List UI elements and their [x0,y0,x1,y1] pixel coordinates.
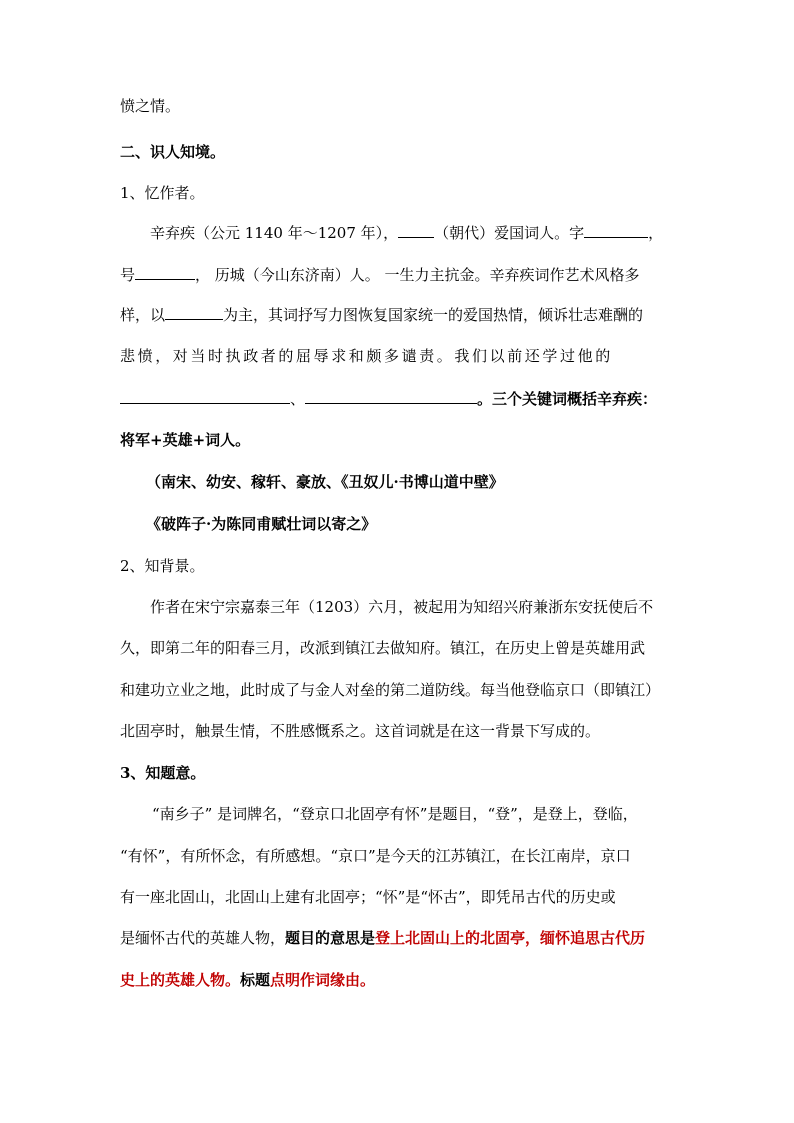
text: 样，以 [120,306,166,324]
fill-blank-courtesy-name [584,223,648,238]
background-line-3: 和建功立业之地，此时成了与金人对垒的第二道防线。每当他登临京口（即镇江） [120,681,661,699]
fill-blank-dynasty [398,223,434,238]
background-line-2: 久，即第二年的阳春三月，改派到镇江去做知府。镇江，在历史上曾是英雄用武 [120,639,646,657]
author-line-3 [120,305,680,325]
text: ， [648,224,664,242]
author-line-2 [120,265,680,285]
fill-blank-art-name [135,265,195,280]
title-line-2: “有怀”，有所怀念，有所感想。“京口”是今天的江苏镇江，在长江南岸，京口 [120,847,631,865]
text: 标题 [240,971,271,989]
fill-blank-work-1 [120,389,290,404]
background-line-4: 北固亭时，触景生情，不胜感慨系之。这首词就是在这一背景下写成的。 [120,722,601,740]
subheading-background: 2、知背景。 [120,557,205,575]
answer-line-2: 《破阵子·为陈同甫赋壮词以寄之》 [146,515,377,533]
text: 、 [290,390,306,408]
background-line-1: 作者在宋宁宗嘉泰三年（1203）六月，被起用为知绍兴府兼浙东安抚使后不 [150,598,654,616]
fill-blank-work-2 [305,389,477,404]
text: 为主，其词抒写力图恢复国家统一的爱国热情，倾诉壮志难酬的 [223,306,644,324]
text: 号 [120,266,136,284]
text: 辛弃疾（公元 1140 年～1207 年）， [150,224,399,242]
author-line-1 [150,223,710,243]
title-line-1: “南乡子” 是词牌名，“登京口北固亭有怀”是题目，“登”，是登上，登临， [152,805,638,823]
highlighted-text: 登上北固山上的北固亭，缅怀追思古代历 [375,929,646,947]
answer-line-1: （南宋、幼安、稼轩、豪放、《丑奴儿·书博山道中壁》 [146,473,504,491]
subheading-title-meaning: 3、知题意。 [120,764,206,782]
text: 。三个关键词概括辛弃疾： [477,390,658,408]
highlighted-text: 点明作词缘由。 [270,971,376,989]
section-heading: 二、识人知境。 [120,143,226,161]
text: 题目的意思是 [285,929,376,947]
author-line-5 [120,389,680,409]
text: ， 历城（今山东济南）人。 一生力主抗金。辛弃疾词作艺术风格多 [195,266,640,284]
text: 是缅怀古代的英雄人物， [120,929,286,947]
title-line-4 [120,928,680,948]
fill-blank-style [165,305,223,320]
text: （朝代）爱国词人。字 [434,224,585,242]
paragraph-continuation: 愤之情。 [120,97,181,115]
author-keywords: 将军+英雄+词人。 [120,431,251,449]
title-line-3: 有一座北固山，北固山上建有北固亭；“怀”是“怀古”，即凭吊古代的历史或 [120,888,616,906]
subheading-author: 1、忆作者。 [120,184,205,202]
highlighted-text: 史上的英雄人物。 [120,971,241,989]
title-line-5 [120,970,680,990]
author-line-4: 悲愤，对当时执政者的屈辱求和颇多谴责。我们以前还学过他的 [120,347,613,365]
